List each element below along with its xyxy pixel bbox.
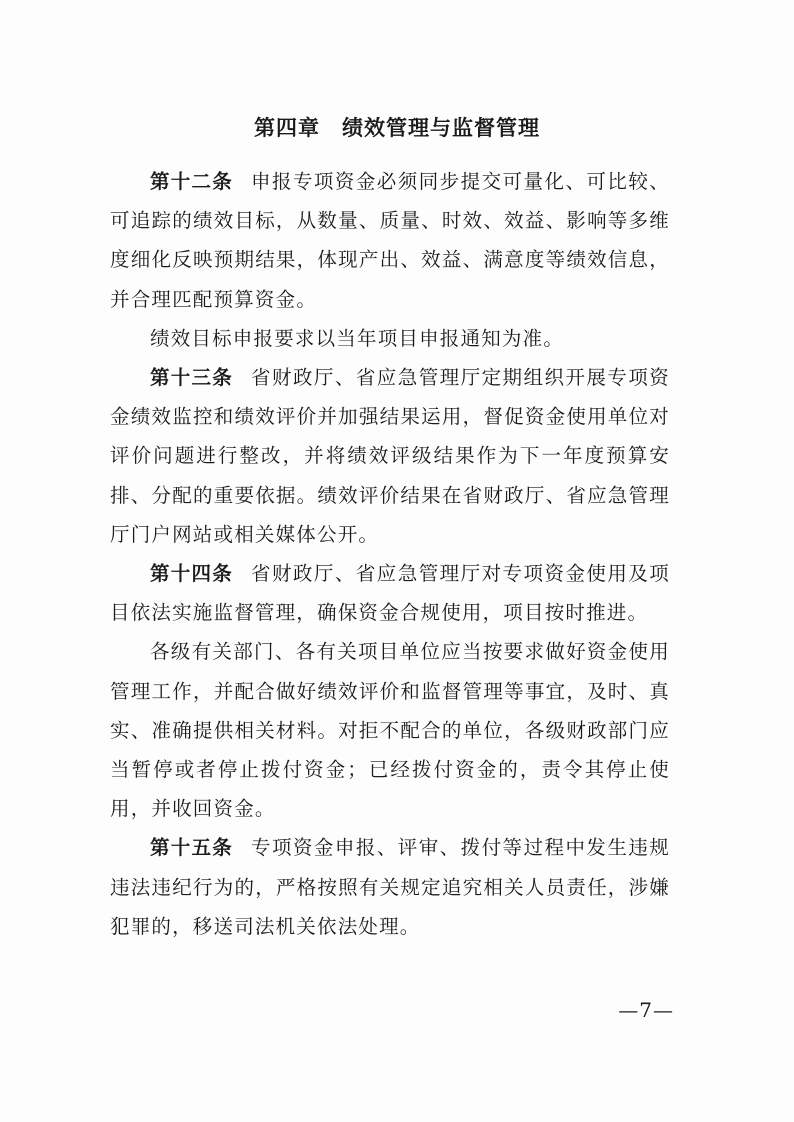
paragraph-article-12 [110,162,670,319]
article-label: 第十五条 [150,836,234,860]
chapter-heading: 第四章 绩效管理与监督管理 [254,116,540,140]
paragraph-text: 绩效目标申报要求以当年项目申报通知为准。 [150,326,565,350]
paragraph-text: 申报专项资金必须同步提交可量化、可比较、可追踪的绩效目标，从数量、质量、时效、效益、影响等多维度细化反映预期结果，体现产出、效益、满意度等绩效信息，并合理匹配预算资金。 [110,170,670,311]
article-label: 第十四条 [150,562,234,586]
article-label: 第十二条 [150,170,234,193]
paragraph-text: 专项资金申报、评审、拨付等过程中发生违规违法违纪行为的，严格按照有关规定追究相关人员责任，涉嫌犯罪的，移送司法机关依法处理。 [110,836,670,938]
paragraph-text: 省财政厅、省应急管理厅对专项资金使用及项目依法实施监督管理，确保资金合规使用，项目按时推进。 [110,562,670,625]
page-number: —7— [618,998,674,1022]
paragraph-performance-note [110,319,670,358]
paragraph-article-15 [110,828,670,946]
paragraph-article-14 [110,554,670,632]
document-body [110,162,670,946]
paragraph-text: 各级有关部门、各有关项目单位应当按要求做好资金使用管理工作，并配合做好绩效评价和监督管理等事宜，及时、真实、准确提供相关材料。对拒不配合的单位，各级财政部门应当暂停或者停止拨付资金；已经拨付资金的，责令其停止使用，并收回资金。 [110,640,670,821]
article-label: 第十三条 [150,366,234,390]
paragraph-departments [110,632,670,828]
paragraph-article-13 [110,358,670,554]
paragraph-text: 省财政厅、省应急管理厅定期组织开展专项资金绩效监控和绩效评价并加强结果运用，督促资金使用单位对评价问题进行整改，并将绩效评级结果作为下一年度预算安排、分配的重要依据。绩效评价结果在省财政厅、省应急管理厅门户网站或相关媒体公开。 [110,366,670,546]
